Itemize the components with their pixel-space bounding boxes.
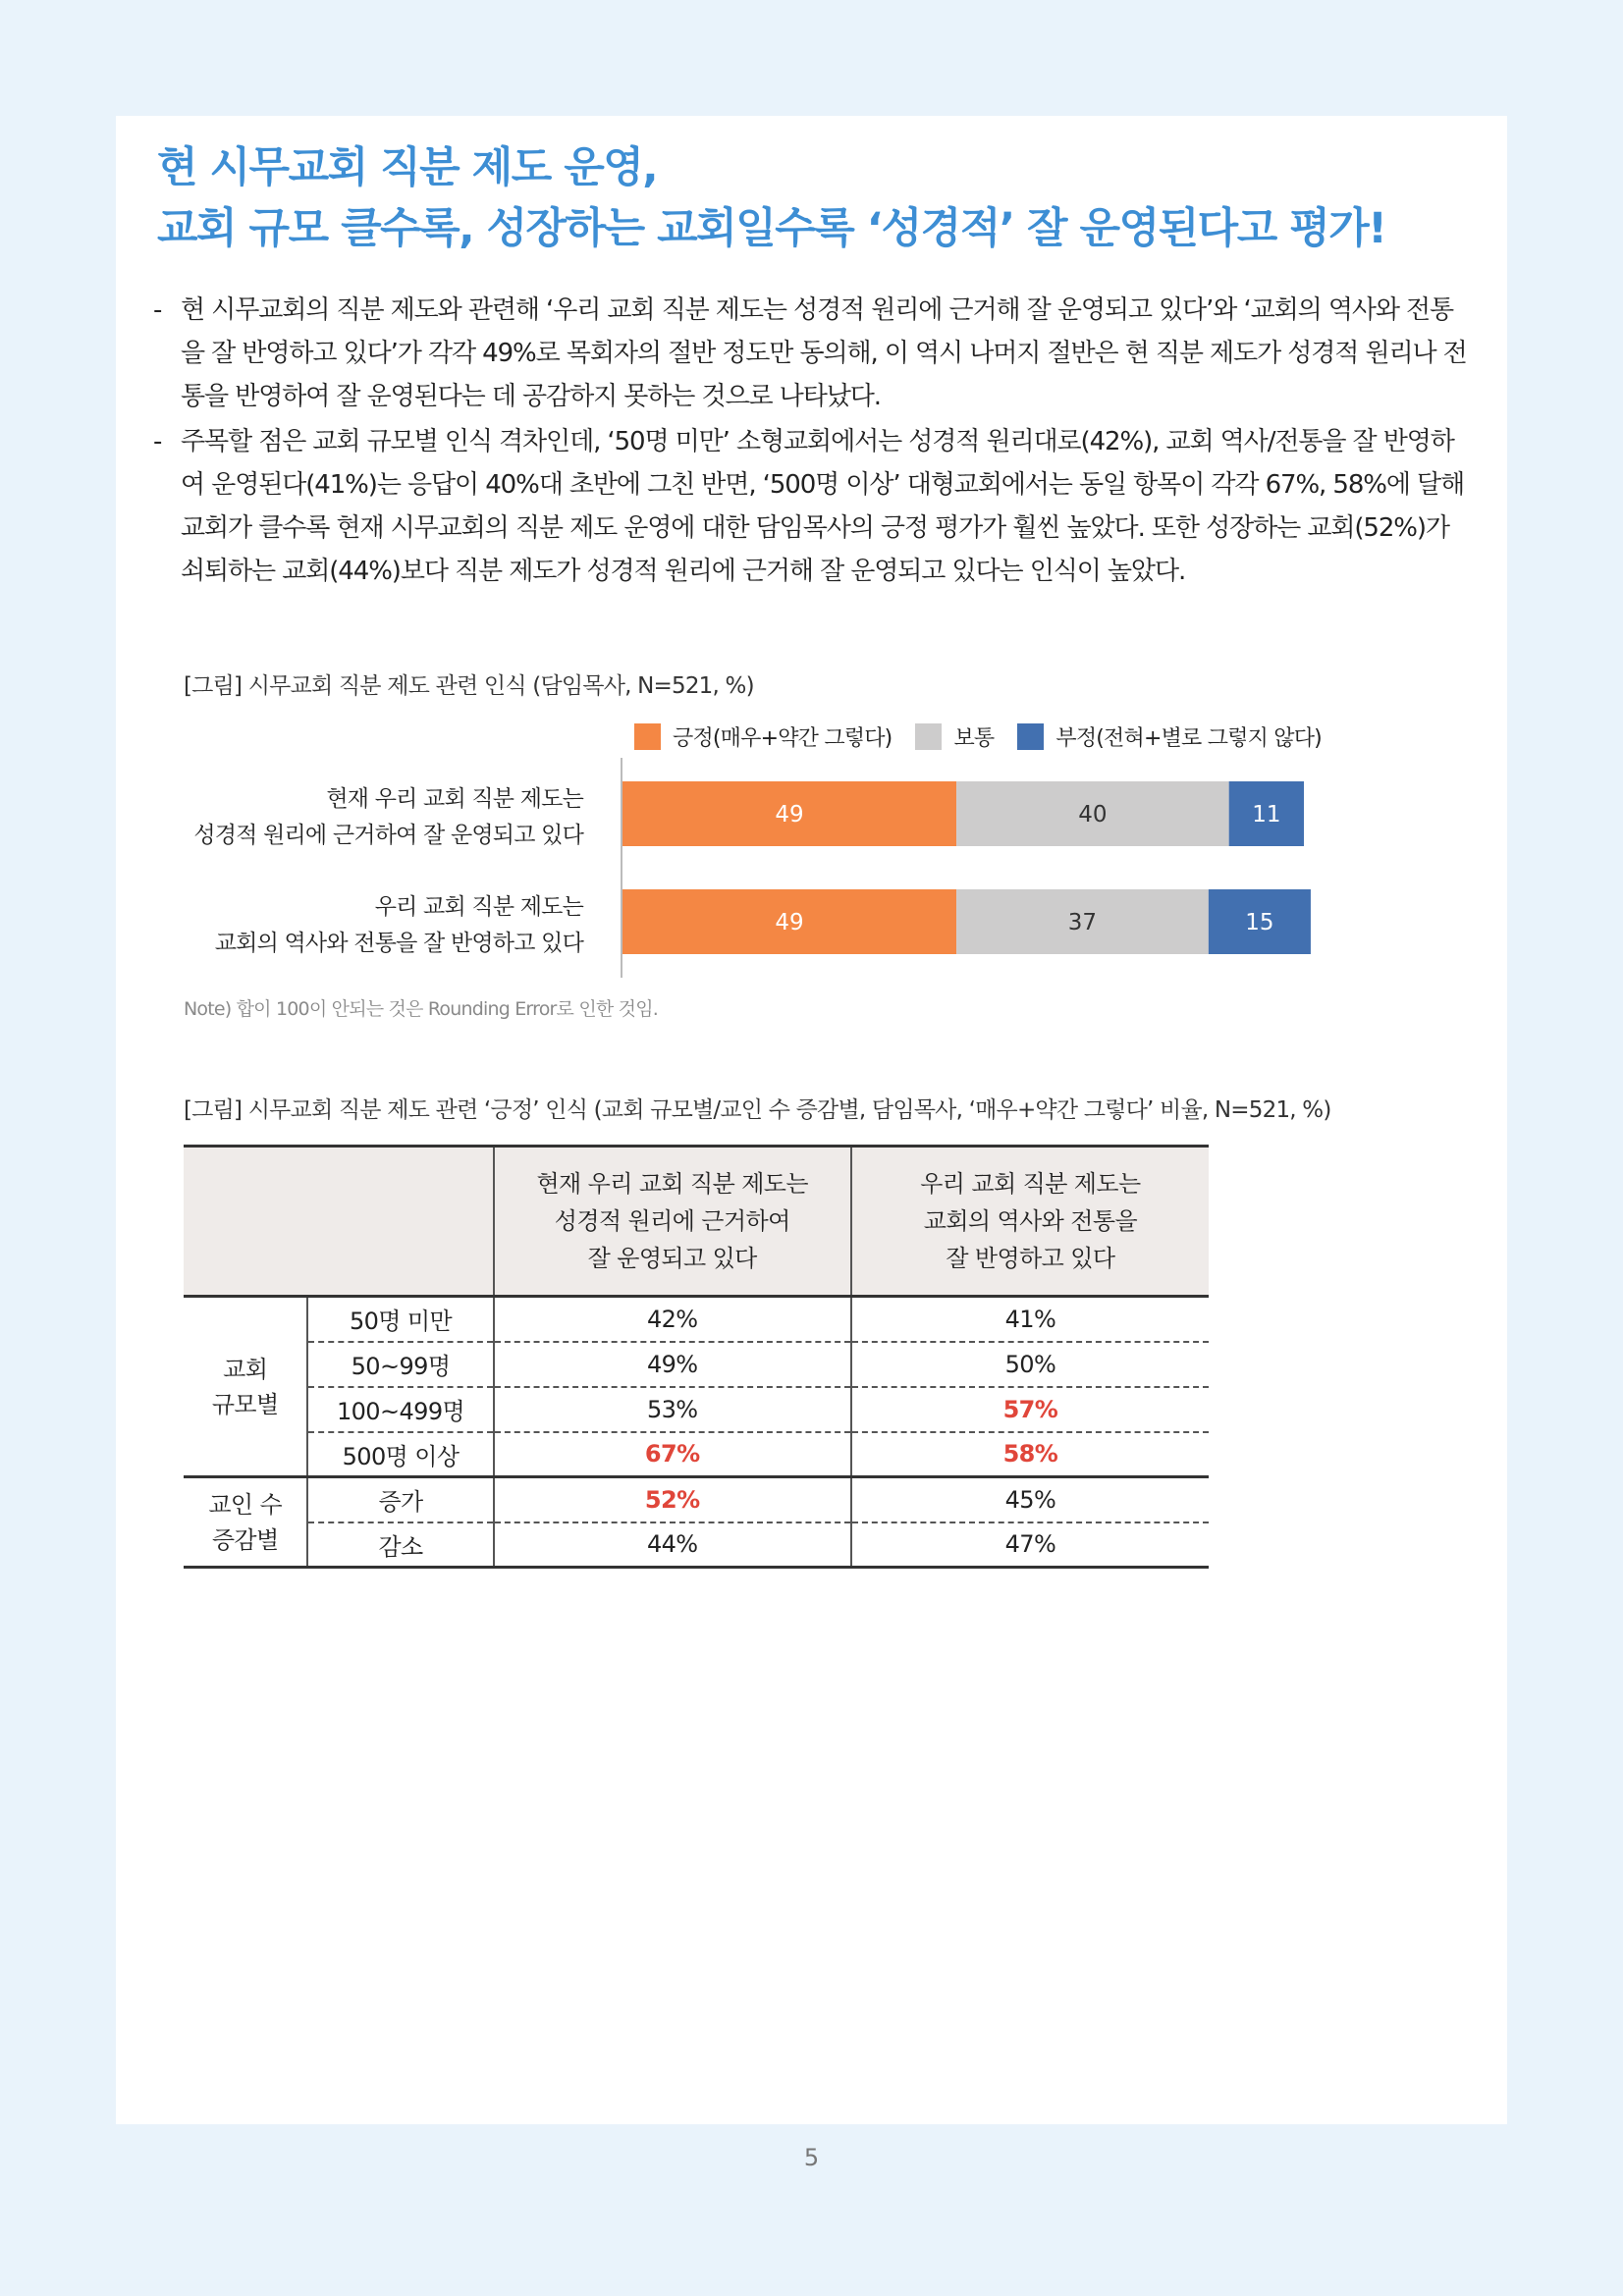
figure-1-caption: [그림] 시무교회 직분 제도 관련 인식 (담임목사, N=521, %) (184, 673, 754, 699)
table-row (184, 1477, 1209, 1522)
table-header-blank (184, 1147, 494, 1297)
title-line-2: 교회 규모 클수록, 성장하는 교회일수록 ‘성경적’ 잘 운영된다고 평가! (157, 204, 1386, 253)
table-cell-biblical: 44% (494, 1522, 851, 1568)
table-row (184, 1432, 1209, 1477)
table-cell-biblical: 52% (494, 1477, 851, 1522)
bullet-dash: - (153, 427, 162, 456)
chart-category-label: 성경적 원리에 근거하여 잘 운영되고 있다 (193, 823, 583, 848)
table-cell-tradition: 58% (851, 1432, 1209, 1477)
page-title (157, 137, 1385, 259)
table-row-label: 50명 미만 (307, 1297, 493, 1342)
table-cell-tradition: 50% (851, 1342, 1209, 1387)
chart-data-label: 49 (775, 802, 804, 828)
positive-perception-table (184, 1145, 1209, 1569)
stacked-bar-chart (0, 746, 1623, 991)
table-cell-biblical: 42% (494, 1297, 851, 1342)
chart-category-label: 현재 우리 교회 직분 제도는 (326, 786, 583, 812)
table-row (184, 1342, 1209, 1387)
table-cell-tradition: 57% (851, 1387, 1209, 1432)
legend-label-positive: 긍정(매우+약간 그렇다) (673, 725, 893, 751)
chart-data-label: 40 (1078, 802, 1108, 828)
chart-data-label: 15 (1245, 910, 1274, 935)
table-group-label: 교회 규모별 (184, 1297, 307, 1477)
bullet-list (153, 289, 1474, 595)
table-cell-biblical: 49% (494, 1342, 851, 1387)
table-cell-tradition: 45% (851, 1477, 1209, 1522)
table-row (184, 1522, 1209, 1568)
table-header-biblical: 현재 우리 교회 직분 제도는 성경적 원리에 근거하여 잘 운영되고 있다 (494, 1147, 851, 1297)
page-number: 5 (803, 2144, 820, 2171)
figure-1-note: Note) 합이 100이 안되는 것은 Rounding Error로 인한 것임. (184, 998, 659, 1020)
table-row-label: 감소 (307, 1522, 493, 1568)
table-row (184, 1387, 1209, 1432)
bullet-dash: - (153, 295, 162, 325)
table-cell-biblical: 67% (494, 1432, 851, 1477)
table-cell-tradition: 41% (851, 1297, 1209, 1342)
chart-category-label: 교회의 역사와 전통을 잘 반영하고 있다 (214, 931, 583, 956)
table-row-label: 50~99명 (307, 1342, 493, 1387)
chart-data-label: 49 (775, 910, 804, 935)
title-line-1: 현 시무교회 직분 제도 운영, (157, 143, 658, 192)
chart-data-label: 37 (1067, 910, 1098, 935)
legend-label-neutral: 보통 (953, 725, 995, 751)
table-row-label: 500명 이상 (307, 1432, 493, 1477)
table-row-label: 100~499명 (307, 1387, 493, 1432)
table-header-tradition: 우리 교회 직분 제도는 교회의 역사와 전통을 잘 반영하고 있다 (851, 1147, 1209, 1297)
bullet-text: 주목할 점은 교회 규모별 인식 격차인데, ‘50명 미만’ 소형교회에서는 성경적 원리대로(42%), 교회 역사/전통을 잘 반영하여 운영된다(41%)는 응답이 40%대 초반에 그친 반면, ‘500명 이상’ 대형교회에서는 동일 항목이 각각 67%, 58%에 달해 교회가 클수록 현재 시무교회의 직분 제도 운영에 대한 담임목사의 긍정 평가가 훨씬 높았다. 또한 성장하는 교회(52%)가 쇠퇴하는 교회(44%)보다 직분 제도가 성경적 원리에 근거해 잘 운영되고 있다는 인식이 높았다. (181, 427, 1465, 586)
bullet-item-1 (153, 289, 1474, 418)
table-cell-biblical: 53% (494, 1387, 851, 1432)
bullet-text: 현 시무교회의 직분 제도와 관련해 ‘우리 교회 직분 제도는 성경적 원리에 근거해 잘 운영되고 있다’와 ‘교회의 역사와 전통을 잘 반영하고 있다’가 각각 49%로 목회자의 절반 정도만 동의해, 이 역시 나머지 절반은 현 직분 제도가 성경적 원리나 전통을 반영하여 잘 운영된다는 데 공감하지 못하는 것으로 나타났다. (181, 295, 1467, 411)
table-row (184, 1297, 1209, 1342)
figure-2-caption: [그림] 시무교회 직분 제도 관련 ‘긍정’ 인식 (교회 규모별/교인 수 증감별, 담임목사, ‘매우+약간 그렇다’ 비율, N=521, %) (184, 1097, 1331, 1123)
table-cell-tradition: 47% (851, 1522, 1209, 1568)
bullet-item-2 (153, 420, 1474, 593)
legend-label-negative: 부정(전혀+별로 그렇지 않다) (1055, 725, 1322, 751)
chart-category-label: 우리 교회 직분 제도는 (374, 894, 583, 920)
table-group-label: 교인 수 증감별 (184, 1477, 307, 1568)
table-row-label: 증가 (307, 1477, 493, 1522)
chart-data-label: 11 (1252, 802, 1281, 828)
